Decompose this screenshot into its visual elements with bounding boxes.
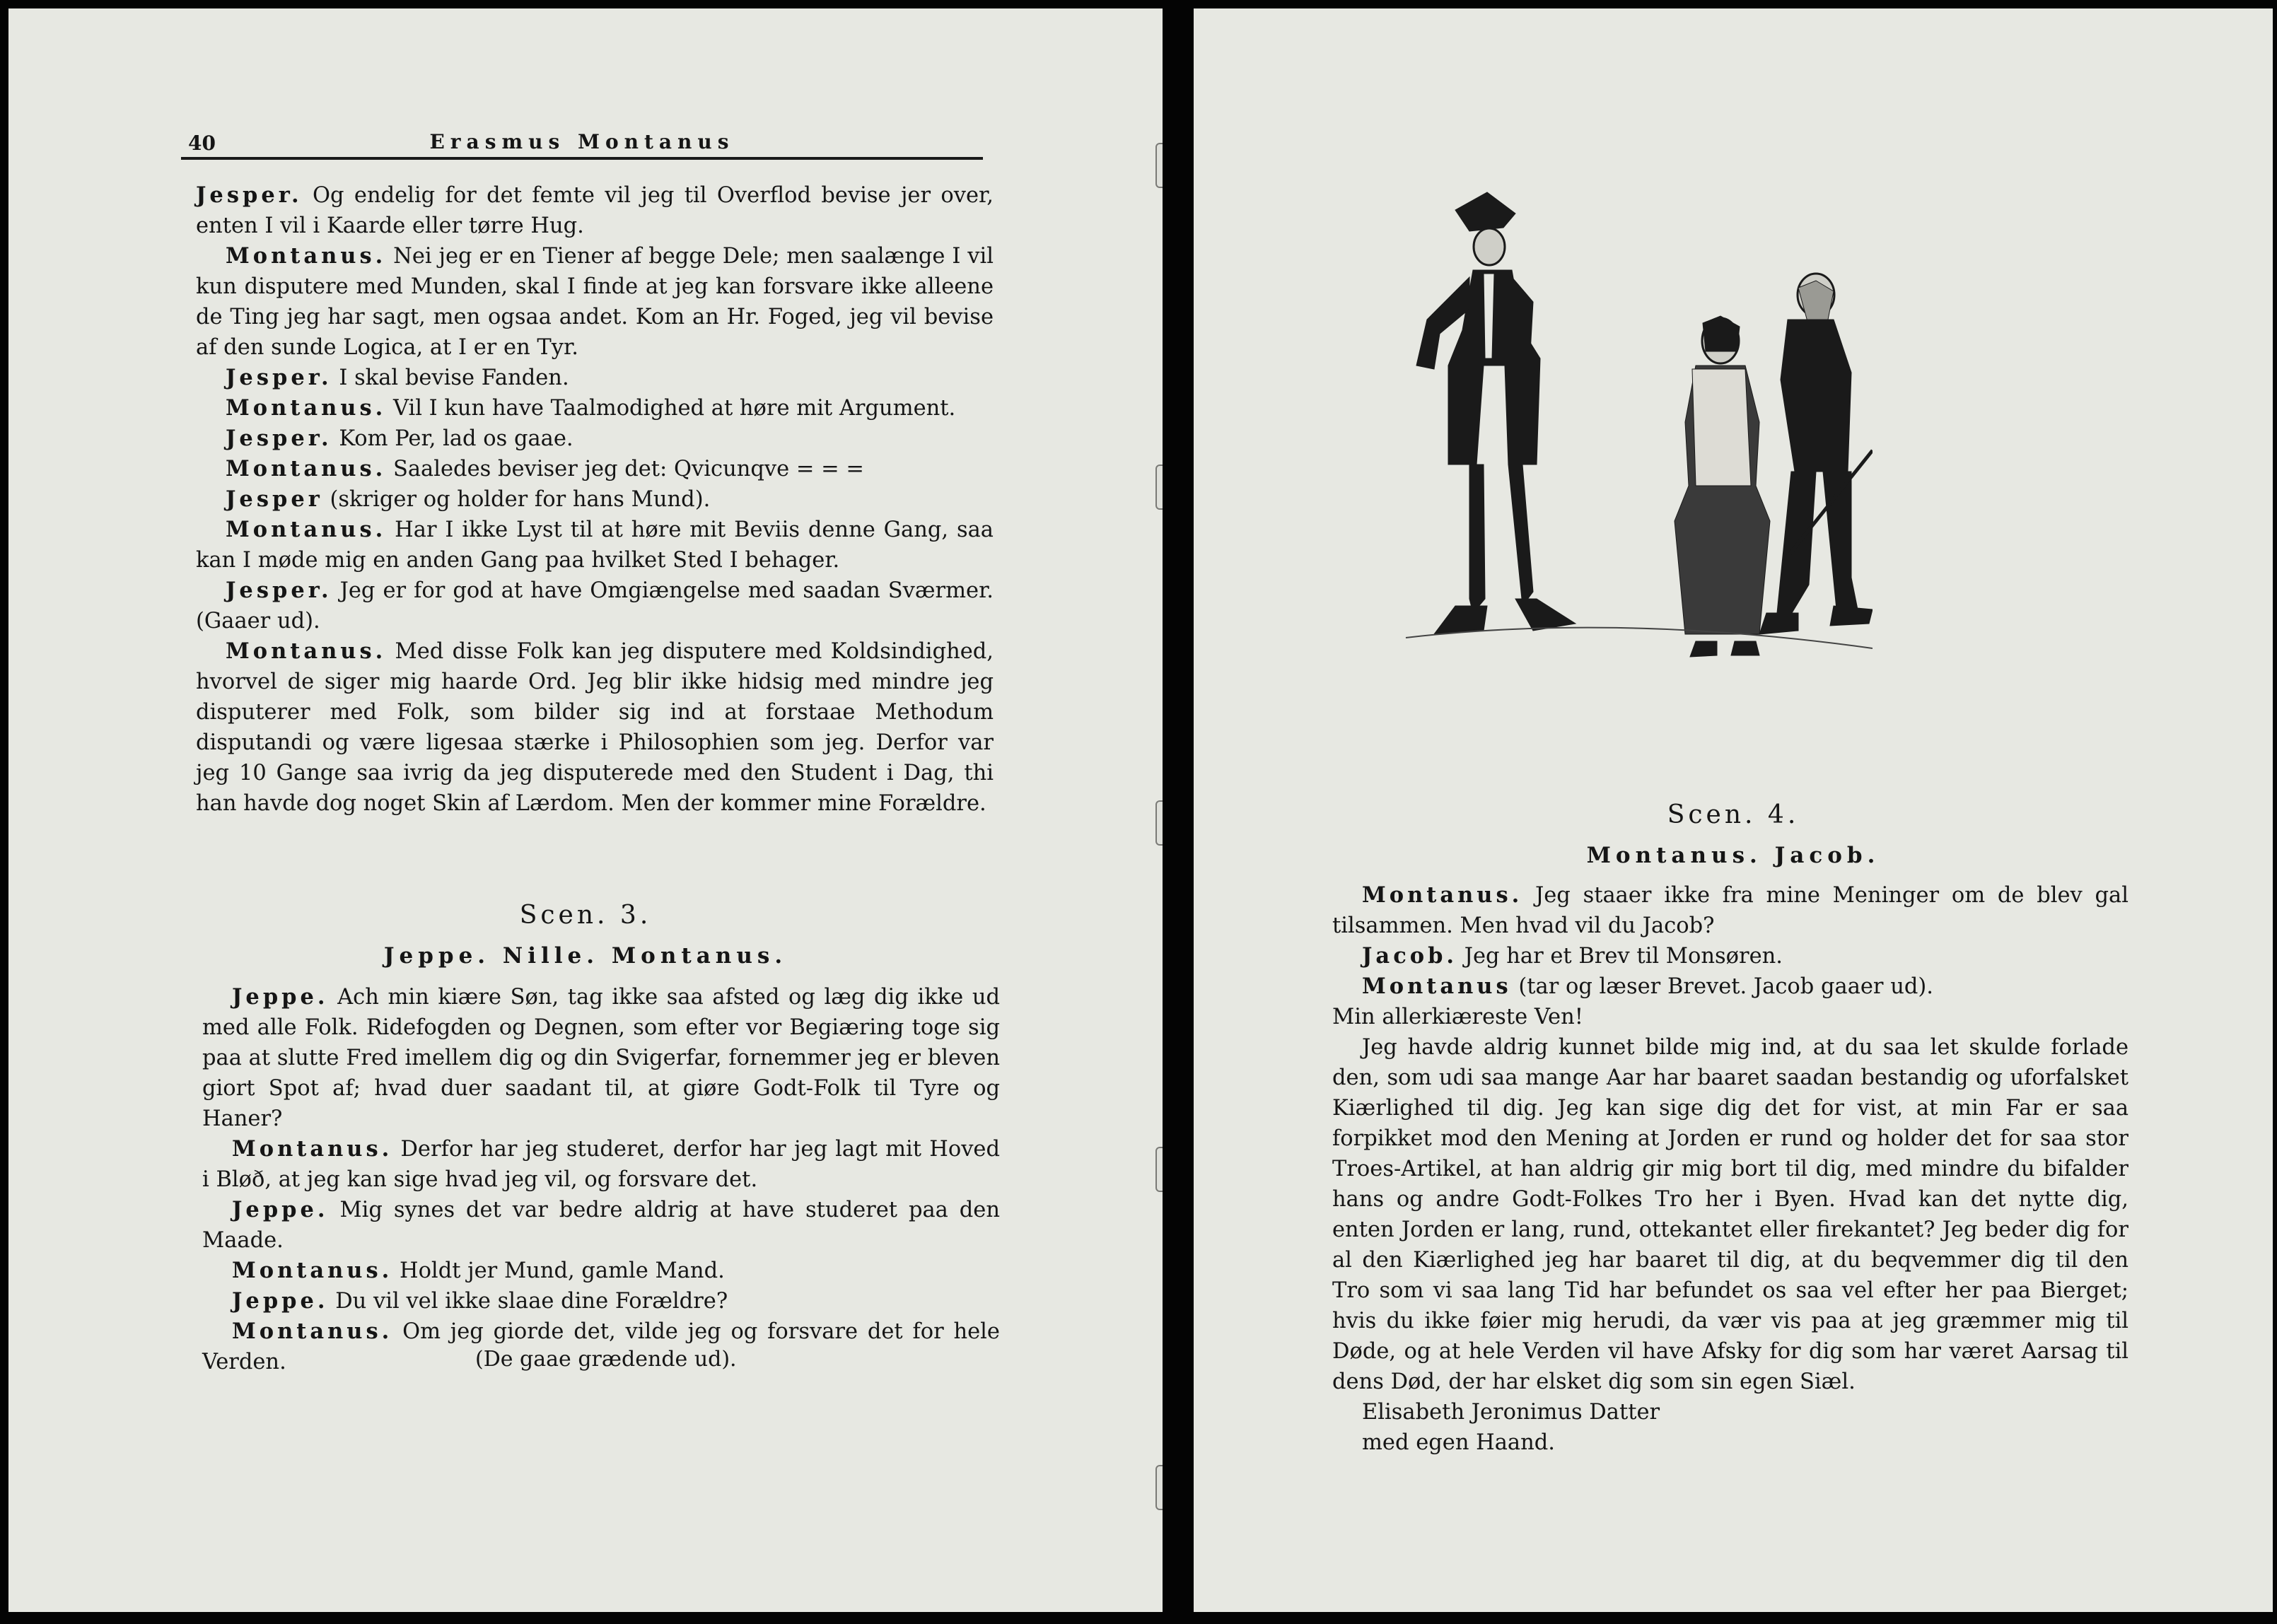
- line-text: Ach min kiære Søn, tag ikke saa afsted og læg dig ikke ud med alle Folk. Ridefogden og Degnen, som efter vor Begiæring toge sig paa at slutte Fred imellem dig og din Svigerfar, fornemmer jeg er bleven giort Spot af; hvad duer saadant til, at giøre Godt-Folk til Tyre og Haner?: [202, 985, 1000, 1131]
- speaker-name: Montanus.: [226, 243, 387, 269]
- dialogue-line: [196, 484, 994, 515]
- speaker-name: Montanus.: [226, 456, 387, 481]
- dialogue-line: [202, 1134, 1000, 1195]
- line-text: I skal bevise Fanden.: [332, 366, 569, 390]
- speaker-name: Jesper.: [196, 182, 303, 208]
- speaker-name: Jeppe.: [232, 1288, 329, 1314]
- dialogue-line: [202, 1256, 1000, 1286]
- figure-montanus: [1416, 192, 1576, 634]
- speaker-name: Montanus.: [226, 395, 387, 421]
- dialogue-line: [202, 1195, 1000, 1256]
- letter-salutation: Min allerkiæreste Ven!: [1332, 1005, 1584, 1029]
- line-text: Nei jeg er en Tiener af begge Dele; men saalænge I vil kun disputere med Munden, skal I finde at jeg kan forsvare ikke alleene de Ting jeg har sagt, men ogsaa andet. Kom an Hr. Foged, jeg vil bevise af den sunde Logica, at I er en Tyr.: [196, 244, 994, 360]
- line-text: Saaledes beviser jeg det: Qvicunqve = = =: [386, 457, 864, 481]
- figure-nille: [1675, 316, 1770, 657]
- letter-body: Jeg havde aldrig kunnet bilde mig ind, at du saa let skulde forlade den, som udi saa mange Aar har baaret saadan bestandig og uforfalsket Kiærlighed til dig. Jeg kan sige dig det for vist, at min Far er saa forpikket mod den Mening at Jorden er rund og holder det for saa stor Troes-Artikel, at han aldrig gir mig bort til dig, med mindre du bifalder hans og andre Godt-Folkes Tro her i Byen. Hvad kan det nytte dig, enten Jorden er lang, rund, ottekantet eller firekantet? Jeg beder dig for al den Kiærlighed jeg har baaret til dig, at du beqvemmer dig til den Tro som vi saa lang Tid har befundet os saa vel efter her paa Bierget; hvis du ikke føier mig herudi, da vær vis paa at jeg græmmer mig til Døde, og at hele Verden vil have Afsky for dig som har været Aarsag til dens Død, der har elsket dig som sin egen Siæl.: [1332, 1035, 2128, 1394]
- illustration: [1363, 189, 1873, 740]
- line-text: Derfor har jeg studeret, derfor har jeg lagt mit Hoved i Bløð, at jeg kan sige hvad jeg vil, og forsvare det.: [202, 1137, 1000, 1192]
- speaker-name: Montanus.: [226, 517, 387, 542]
- dialogue-line: [196, 180, 994, 241]
- dialogue-line: [202, 982, 1000, 1134]
- left-page: [8, 8, 1163, 1612]
- speaker-name: Jacob.: [1362, 943, 1458, 969]
- letter-signature-closing: med egen Haand.: [1362, 1430, 1555, 1455]
- line-text: Med disse Folk kan jeg disputere med Koldsindighed, hvorvel de siger mig haarde Ord. Jeg blir ikke hidsig med mindre jeg disputerer med Folk, som bilder sig ind at forstaae Methodum disputandi og være ligesaa stærke i Philosophien som jeg. Derfor var jeg 10 Gange saa ivrig da jeg disputerede med den Student i Dag, thi han havde dog noget Skin af Lærdom. Men der kommer mine Forældre.: [196, 639, 994, 816]
- binding-gutter: [1147, 143, 1163, 1550]
- speaker-name: Montanus.: [232, 1319, 393, 1344]
- right-page: [1194, 8, 2273, 1612]
- speaker-name: Jesper: [226, 486, 323, 512]
- dialogue-line: [1332, 880, 2128, 941]
- dialogue-line: [196, 576, 994, 636]
- scene-3-heading: Scen. 3.: [519, 901, 652, 930]
- dialogue-line: [196, 636, 994, 819]
- dialogue-line: [1332, 941, 2128, 971]
- line-text: Vil I kun have Taalmodighed at høre mit Argument.: [386, 396, 956, 421]
- exit-direction: (De gaae grædende ud).: [475, 1347, 737, 1372]
- speaker-name: Montanus.: [1362, 882, 1523, 908]
- line-text: Mig synes det var bedre aldrig at have studeret paa den Maade.: [202, 1198, 1000, 1253]
- speaker-name: Jeppe.: [232, 984, 329, 1010]
- page-number: 40: [188, 132, 216, 155]
- scene-4-heading: Scen. 4.: [1667, 800, 1800, 829]
- line-text: Har I ikke Lyst til at høre mit Beviis denne Gang, saa kan I møde mig en anden Gang paa hvilket Sted I behager.: [196, 518, 994, 573]
- speaker-name: Montanus: [1362, 974, 1512, 999]
- line-text: Jeg er for god at have Omgiængelse med saadan Sværmer. (Gaaer ud).: [196, 578, 994, 633]
- line-text: (tar og læser Brevet. Jacob gaaer ud).: [1511, 974, 1933, 999]
- line-text: Om jeg giorde det, vilde jeg og forsvare det for hele Verden.: [202, 1319, 1000, 1374]
- dialogue-line: [202, 1286, 1000, 1316]
- dialogue-line: [1332, 971, 2128, 1002]
- speaker-name: Jesper.: [226, 426, 332, 451]
- dialogue-line: [196, 393, 994, 423]
- speaker-name: Montanus.: [226, 638, 387, 664]
- scene-3-text: [202, 982, 1000, 1377]
- letter-signature: Elisabeth Jeronimus Datter: [1362, 1400, 1660, 1425]
- figure-jeppe: [1759, 274, 1873, 634]
- line-text: Holdt jer Mund, gamle Mand.: [392, 1258, 725, 1283]
- dialogue-line: [196, 423, 994, 454]
- running-title: Erasmus Montanus: [429, 130, 735, 153]
- scene-4-cast: Montanus. Jacob.: [1586, 843, 1880, 868]
- speaker-name: Jeppe.: [232, 1197, 329, 1222]
- line-text: Jeg har et Brev til Monsøren.: [1457, 944, 1783, 969]
- line-text: (skriger og holder for hans Mund).: [322, 487, 711, 512]
- speaker-name: Jesper.: [226, 365, 332, 390]
- line-text: Og endelig for det femte vil jeg til Overflod bevise jer over, enten I vil i Kaarde eller tørre Hug.: [196, 183, 994, 238]
- dialogue-line: [196, 454, 994, 484]
- line-text: Jeg staaer ikke fra mine Meninger om de blev gal tilsammen. Men hvad vil du Jacob?: [1332, 883, 2128, 938]
- speaker-name: Jesper.: [226, 578, 332, 603]
- page-header: [181, 122, 983, 160]
- scene-3-cast: Jeppe. Nille. Montanus.: [383, 943, 788, 969]
- speaker-name: Montanus.: [232, 1136, 393, 1162]
- line-text: Du vil vel ikke slaae dine Forældre?: [328, 1289, 728, 1314]
- dialogue-line: [196, 363, 994, 393]
- scene-2-text: [196, 180, 994, 819]
- speaker-name: Montanus.: [232, 1258, 393, 1283]
- line-text: Kom Per, lad os gaae.: [332, 426, 573, 451]
- dialogue-line: [196, 241, 994, 363]
- letter: [1332, 1002, 2128, 1458]
- scene-4-text: [1332, 880, 2128, 1002]
- dialogue-line: [196, 515, 994, 576]
